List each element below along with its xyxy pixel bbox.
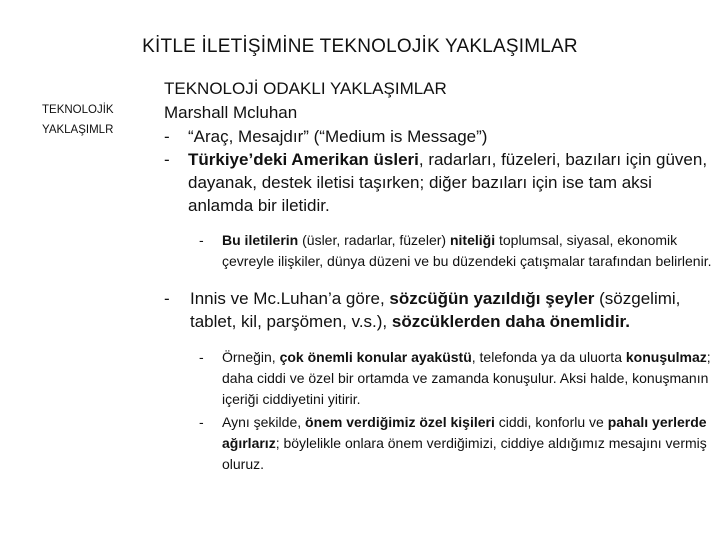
- bullet-dash: -: [199, 232, 204, 248]
- bullet-text: “Araç, Mesajdır” (“Medium is Message”): [188, 127, 488, 146]
- sidebar-line-1: TEKNOLOJİK: [42, 104, 114, 116]
- bold-text: önem verdiğimiz özel kişileri: [305, 414, 495, 430]
- text: ciddi, konforlu ve: [494, 414, 608, 430]
- bullet-text: , radarları, füzeleri, bazıları için güven, dayanak, destek iletisi taşırken; diğer bazıları için ise tam aksi anlamda bir iletidir.: [188, 150, 708, 215]
- sidebar-label: [42, 100, 142, 140]
- bullet-us-bases: [164, 148, 714, 217]
- slide-title: KİTLE İLETİŞİMİNE TEKNOLOJİK YAKLAŞIMLAR: [142, 36, 578, 57]
- text: (üsler, radarlar, füzeler): [298, 232, 450, 248]
- sub-bullet-messages: [164, 230, 714, 272]
- section-heading: TEKNOLOJİ ODAKLI YAKLAŞIMLAR: [164, 79, 447, 98]
- sub-bullet-similarly: [164, 412, 714, 475]
- text: (sözgelimi, tablet, kil, parşömen, v.s.),: [190, 289, 681, 331]
- bold-text: sözcüklerden daha önemlidir.: [391, 312, 630, 331]
- text: Aynı şekilde,: [222, 414, 306, 430]
- bullet-dash: -: [199, 349, 204, 365]
- bold-text: konuşulmaz: [625, 349, 707, 365]
- bullet-dash: -: [164, 150, 170, 169]
- slide-content: [164, 77, 714, 475]
- bullet-medium-message: [164, 125, 714, 148]
- text: ; daha ciddi ve özel bir ortamda ve zamanda konuşulur. Aksi halde, konuşmanın içeriği ciddiyetini yitirir.: [222, 349, 711, 407]
- text: Örneğin,: [222, 349, 280, 365]
- bullet-innis-mcluhan: [164, 287, 714, 333]
- bullet-dash: -: [199, 414, 204, 430]
- text: , telefonda ya da uluorta: [471, 349, 626, 365]
- bold-text: pahalı yerlerde ağırlarız: [222, 414, 707, 451]
- author-name: Marshall Mcluhan: [164, 103, 298, 122]
- bold-text: çok önemli konular ayaküstü: [279, 349, 472, 365]
- text: ; böylelikle onlara önem verdiğimizi, ciddiye aldığımız mesajını vermiş oluruz.: [222, 435, 707, 472]
- bold-text: Bu iletilerin: [222, 232, 299, 248]
- bullet-dash: -: [164, 289, 170, 308]
- bold-text: niteliği: [449, 232, 496, 248]
- bold-text: sözcüğün yazıldığı şeyler: [389, 289, 595, 308]
- text: Innis ve Mc.Luhan’a göre,: [190, 289, 390, 308]
- text: toplumsal, siyasal, ekonomik çevreyle ilişkiler, dünya düzeni ve bu düzendeki çatışmalar tarafından belirlenir.: [222, 232, 712, 269]
- bullet-bold-text: Türkiye’deki Amerikan üsleri: [188, 150, 419, 169]
- sub-bullet-example: [164, 347, 714, 410]
- bullet-dash: -: [164, 127, 170, 146]
- sidebar-line-2: YAKLAŞIMLR: [42, 124, 114, 136]
